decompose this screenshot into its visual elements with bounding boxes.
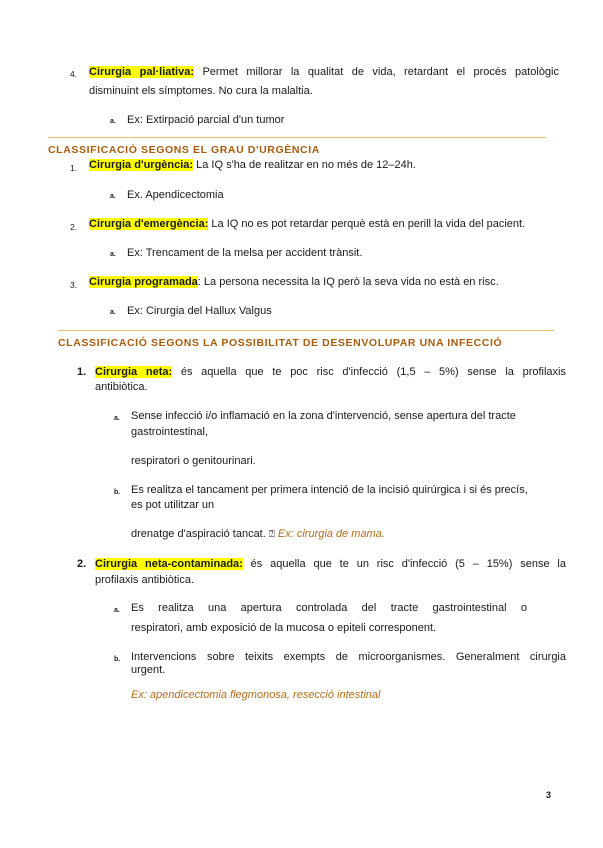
- example-text: Ex: Trencament de la melsa per accident trànsit.: [127, 247, 363, 259]
- example-text: Ex: Extirpació parcial d'un tumor: [127, 114, 285, 126]
- sub-text-with-example: [131, 528, 385, 540]
- list-item-paliativa: [89, 66, 559, 78]
- term-highlight: Cirurgia programada: [89, 276, 198, 288]
- sub-text: [131, 602, 527, 614]
- list-item-neta: [95, 366, 566, 378]
- sub-text: respiratori o genitourinari.: [131, 455, 256, 467]
- sub-letter: a.: [110, 118, 116, 125]
- sub-text: Es realitza el tancament per primera intenció de la incisió quirúrgica i si és precís,: [131, 484, 528, 496]
- item-text-continued: disminuint els símptomes. No cura la malaltia.: [89, 85, 313, 97]
- sub-letter: a.: [110, 251, 116, 258]
- list-item-neta-contaminada: [95, 558, 566, 570]
- section-divider: [48, 137, 546, 138]
- item-text: és aquella que te un risc d'infecció (5 – 15%) sense la: [242, 558, 566, 570]
- sub-text: urgent.: [131, 664, 166, 676]
- term-highlight: Cirurgia neta:: [95, 366, 173, 378]
- sub-letter: a.: [114, 415, 120, 422]
- list-number: 1.: [77, 366, 87, 378]
- list-number: 4.: [70, 69, 78, 79]
- list-item-urgencia: [89, 159, 416, 171]
- item-text: és aquella que te poc risc d'infecció (1,5 – 5%) sense la profilaxis: [172, 366, 566, 378]
- sub-text: drenatge d'aspiració tancat.: [131, 528, 269, 540]
- sub-text-line: Intervencions sobre teixits exempts de microorganismes. Generalment cirurgia: [131, 651, 566, 663]
- term-highlight: Cirurgia neta-contaminada:: [95, 558, 243, 570]
- sub-text: Sense infecció i/o inflamació en la zona d'intervenció, sense apertura del tracte: [131, 410, 516, 422]
- item-text-continued: antibiòtica.: [95, 381, 148, 393]
- item-text: : La persona necessita la IQ però la seva vida no està en risc.: [197, 276, 499, 288]
- sub-letter: a.: [110, 309, 116, 316]
- section-heading: CLASSIFICACIÓ SEGONS LA POSSIBILITAT DE DESENVOLUPAR UNA INFECCIÓ: [58, 337, 503, 349]
- sub-text: [131, 651, 566, 663]
- sub-letter: a.: [110, 193, 116, 200]
- list-number: 1.: [70, 163, 78, 173]
- example-text: Ex: apendicectomia flegmonosa, resecció intestinal: [131, 689, 381, 701]
- sub-letter: b.: [114, 489, 121, 496]
- example-text: Ex: Cirurgia del Hallux Valgus: [127, 305, 272, 317]
- item-text: Permet millorar la qualitat de vida, retardant el procés patològic: [194, 66, 559, 78]
- example-text: Ex. Apendicectomia: [127, 189, 224, 201]
- term-highlight: Cirurgia d'urgència:: [89, 159, 194, 171]
- list-item-emergencia: [89, 218, 525, 230]
- section-divider: [58, 330, 554, 331]
- sub-text-line: Es realitza una apertura controlada del tracte gastrointestinal o: [131, 602, 527, 614]
- list-item-programada: [89, 276, 499, 288]
- item-text-continued: profilaxis antibiòtica.: [95, 574, 195, 586]
- item-text: La IQ no es pot retardar perquè està en perill la vida del pacient.: [208, 218, 526, 230]
- term-highlight: Cirurgia pal·liativa:: [89, 66, 195, 78]
- example-text: Ex: cirurgia de mama.: [274, 528, 385, 540]
- page-number: 3: [546, 790, 552, 800]
- term-highlight: Cirurgia d'emergència:: [89, 218, 209, 230]
- sub-text: gastrointestinal,: [131, 426, 209, 438]
- sub-letter: b.: [114, 656, 121, 663]
- list-number: 2.: [70, 222, 78, 232]
- sub-text: respiratori, amb exposició de la mucosa o epiteli corresponent.: [131, 622, 437, 634]
- list-number: 2.: [77, 558, 87, 570]
- section-heading: CLASSIFICACIÓ SEGONS EL GRAU D'URGÈNCIA: [48, 144, 320, 156]
- missing-glyph-icon: ⍰: [268, 529, 275, 540]
- sub-letter: a.: [114, 607, 120, 614]
- list-number: 3.: [70, 280, 78, 290]
- sub-text: es pot utilitzar un: [131, 499, 215, 511]
- item-text: La IQ s'ha de realitzar en no més de 12–24h.: [193, 159, 416, 171]
